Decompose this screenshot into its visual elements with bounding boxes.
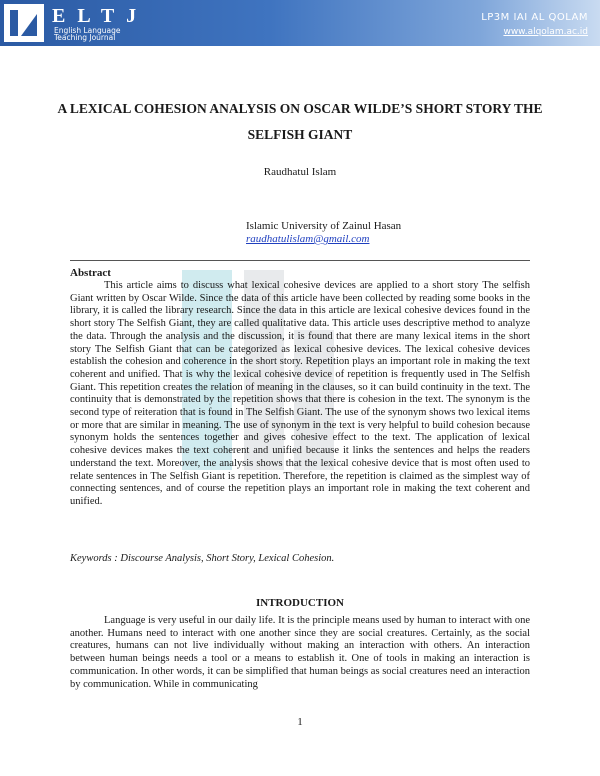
- abstract-heading: Abstract: [70, 267, 111, 279]
- affiliation: Islamic University of Zainul Hasan: [246, 220, 402, 232]
- author-affiliation-block: [246, 220, 401, 246]
- abstract-text: This article aims to discuss what lexical cohesive devices are applied to a short story The selfish Giant written by Oscar Wilde. Since the data of this article have been collected by reading some books in the library, it is called the library research. Since the data in this article are lexical cohesive devices found in the short story The Selfish Giant, they are called qualitative data. This article uses descriptive method to analyze the data. Through the analysis and the discussion, it is found that there are many lexical items in the short story The Selfish Giant that can be categorized as lexical cohesive devices. The lexical cohesive devices establish the cohesion and coherence in the short story. Repetition plays an important role in making the text coherent and unified. That is why the lexical cohesive device of repetition is frequently used in The Selfish Giant. This repetition creates the relation of meaning in the clauses, so it can build continuity in the text. The continuity that is demonstrated by the repetition shows that there is cohesion in the text. The synonym is the second type of reiteration that is found in The Selfish Giant. The use of the synonym shows two lexical items or more that are similar in meaning. The use of synonym in the text is very helpful to build cohesion because synonym holds the sentences together and gives cohesive effect to the text. The application of lexical cohesive devices makes the text coherent and unified because it links the sentences and helps the readers understand the text. Moreover, the analysis shows that the lexical cohesive device that is most often used to relate sentences in The Selfish Giant is repetition. Therefore, the repetition is claimed as the simplest way of connecting sentences, and of course the repetition plays an important role in making the text coherent and unified.: [70, 280, 530, 507]
- paper-title: A LEXICAL COHESION ANALYSIS ON OSCAR WILDE’S SHORT STORY THE SELFISH GIANT: [57, 101, 543, 142]
- section-divider: [70, 260, 530, 261]
- journal-publisher: LP3M IAI AL QOLAM: [481, 12, 588, 23]
- author-email-link[interactable]: raudhatulislam@gmail.com: [246, 233, 370, 245]
- journal-logo-icon: [4, 4, 44, 42]
- introduction-heading: INTRODUCTION: [255, 597, 344, 609]
- author-name: Raudhatul Islam: [263, 166, 337, 178]
- keywords: Keywords : Discourse Analysis, Short Story, Lexical Cohesion.: [70, 553, 335, 564]
- logo-bar-shape: [10, 10, 18, 36]
- logo-triangle-shape: [21, 14, 37, 36]
- journal-url-link[interactable]: www.alqolam.ac.id: [503, 27, 588, 37]
- logo-subtitle: English Language Teaching Journal: [54, 26, 121, 42]
- journal-header-band: [0, 0, 600, 46]
- logo-text: ELTJ: [52, 5, 149, 27]
- introduction-text: Language is very useful in our daily life. It is the principle means used by human to interact with one another. Humans need to interact with one another since they are social creatures. Certainly, as the social creatures, humans can not live individually without making an interaction with others. An interaction between human beings needs a tool or a means to establish it. One of tools in making an interaction is communication. In other words, it can be simplified that human beings as social creatures need an interaction by communication. While in communicating: [70, 615, 530, 690]
- page-number: 1: [297, 716, 303, 728]
